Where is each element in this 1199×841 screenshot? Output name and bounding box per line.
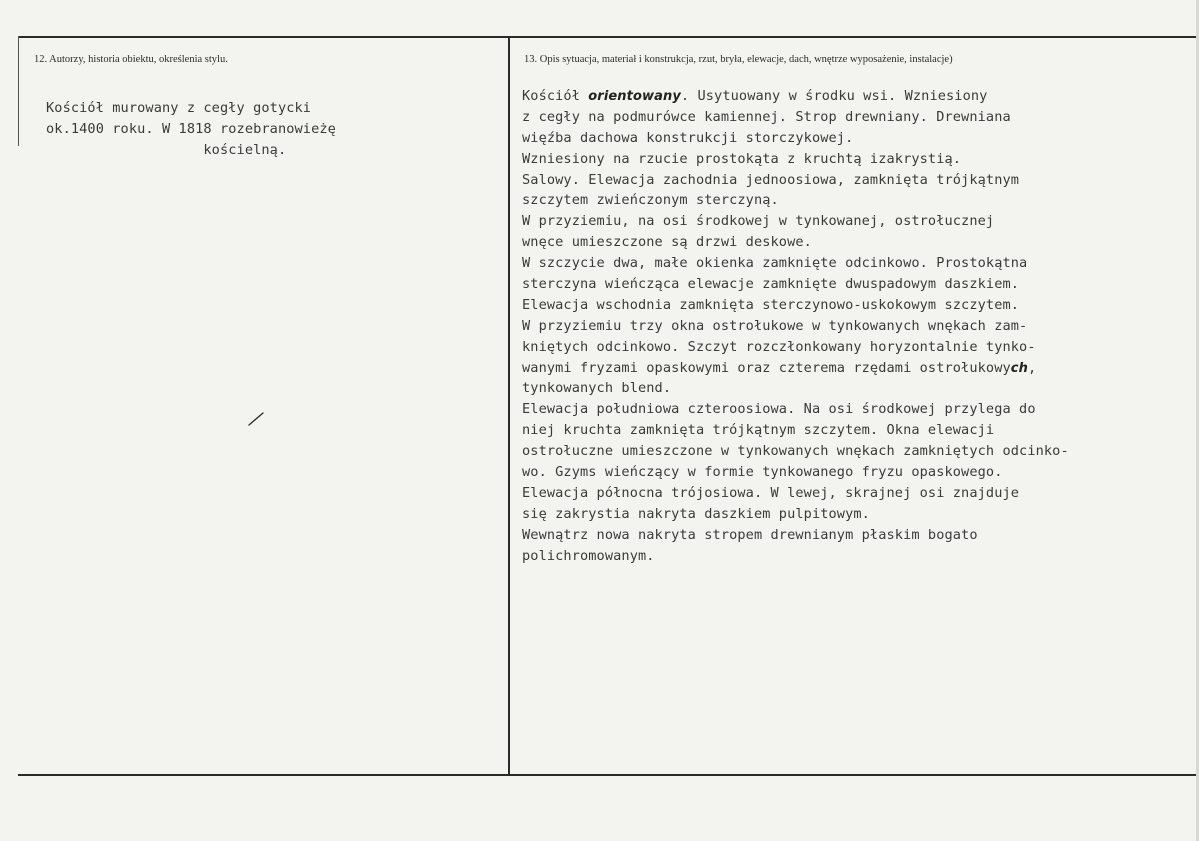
right-text-line: sterczyna wieńcząca elewacje zamknięte dwuspadowym daszkiem. xyxy=(522,276,1020,293)
right-text-line: wo. Gzyms wieńczący w formie tynkowanego fryzu opaskowego. xyxy=(522,464,1003,481)
right-text-line: niej kruchta zamknięta trójkątnym szczytem. Okna elewacji xyxy=(522,422,995,439)
handwritten-insert: ch xyxy=(1010,360,1028,376)
right-text-line: Elewacja południowa czteroosiowa. Na osi środkowej przylega do xyxy=(522,401,1036,418)
right-text-line: z cegły na podmurówce kamiennej. Strop drewniany. Drewniana xyxy=(522,108,1011,125)
left-text-line: kościelną. xyxy=(46,142,287,158)
left-text-line: Kościół murowany z cegły gotycki xyxy=(46,100,312,116)
frame-left-line xyxy=(18,36,19,146)
right-text-line: W szczycie dwa, małe okienka zamknięte odcinkowo. Prostokątna xyxy=(522,255,1028,272)
right-text-line: Wewnątrz nowa nakryta stropem drewnianym płaskim bogato xyxy=(522,526,978,543)
typed-fragment: wanymi fryzami opaskowymi oraz czterema rzędami ostrołukowy xyxy=(522,359,1011,376)
right-text-line: Wzniesiony na rzucie prostokąta z kruchtą izakrystią. xyxy=(522,150,962,167)
frame-bottom-line xyxy=(18,774,1199,776)
right-text-line: się zakrystia nakryta daszkiem pulpitowym. xyxy=(522,505,870,522)
section-12-header: 12. Autorzy, historia obiektu, określenia stylu. xyxy=(34,54,228,65)
right-text-line: kniętych odcinkowo. Szczyt rozczłonkowany horyzontalnie tynko- xyxy=(522,338,1036,355)
section-12-text xyxy=(46,98,336,161)
right-text-line: ostrołuczne umieszczone w tynkowanych wnękach zamkniętych odcinko- xyxy=(522,443,1069,460)
section-13-text xyxy=(522,86,1192,566)
right-text-line: Salowy. Elewacja zachodnia jednoosiowa, zamknięta trójkątnym xyxy=(522,171,1020,188)
right-text-line: Elewacja wschodnia zamknięta sterczynowo-uskokowym szczytem. xyxy=(522,296,1020,313)
right-text-line xyxy=(522,358,1192,379)
right-text-line: szczytem zwieńczonym sterczyną. xyxy=(522,192,779,209)
column-divider xyxy=(508,36,510,776)
right-text-line: wnęce umieszczone są drzwi deskowe. xyxy=(522,234,812,251)
typed-fragment: , xyxy=(1027,359,1037,376)
right-text-line: Elewacja północna trójosiowa. W lewej, skrajnej osi znajduje xyxy=(522,484,1020,501)
frame-top-line xyxy=(18,36,1199,38)
right-text-line: tynkowanych blend. xyxy=(522,380,672,397)
right-text-line: W przyziemiu, na osi środkowej w tynkowanej, ostrołucznej xyxy=(522,213,995,230)
right-text-line xyxy=(522,86,1192,107)
pen-mark xyxy=(248,412,264,426)
left-text-line: ok.1400 roku. W 1818 rozebranowieżę xyxy=(46,121,336,137)
typed-fragment: Kościół xyxy=(522,88,589,104)
right-text-line: W przyziemiu trzy okna ostrołukowe w tynkowanych wnękach zam- xyxy=(522,317,1028,334)
right-text-line: więźba dachowa konstrukcji storczykowej. xyxy=(522,129,854,146)
handwritten-insert: orientowany xyxy=(588,89,681,104)
section-13-header: 13. Opis sytuacja, materiał i konstrukcja, rzut, bryła, elewacje, dach, wnętrze wyposażenie, instalacje) xyxy=(524,54,953,65)
typed-fragment: . Usytuowany w środku wsi. Wzniesiony xyxy=(680,88,988,104)
right-text-line: polichromowanym. xyxy=(522,547,655,564)
